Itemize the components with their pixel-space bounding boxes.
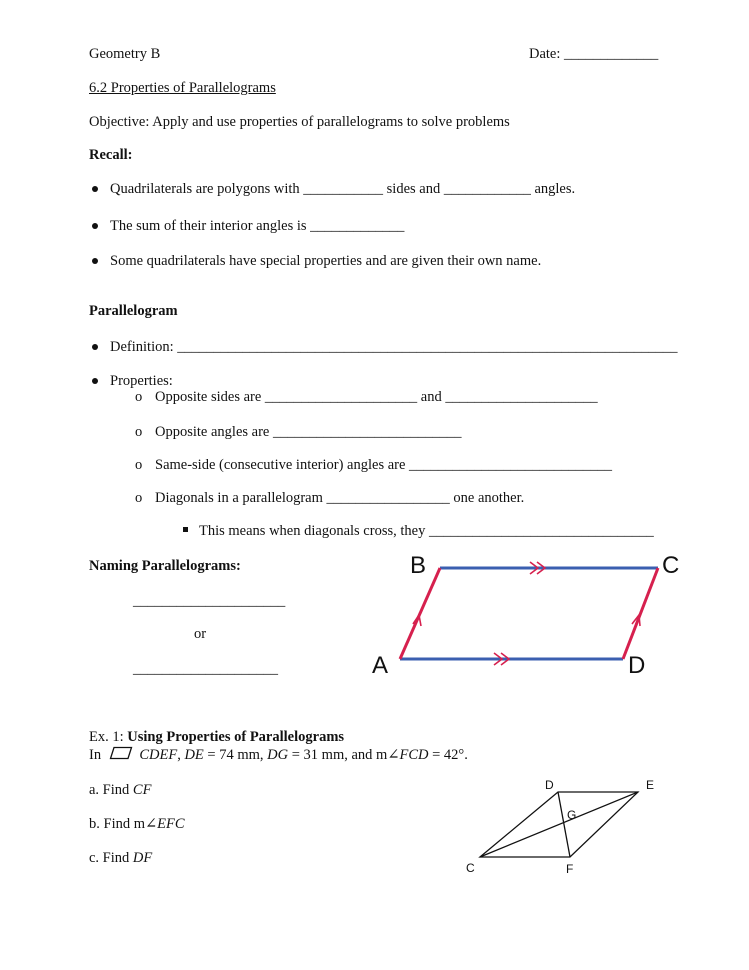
blank: ___________ xyxy=(303,181,384,197)
naming-or: or xyxy=(194,626,207,642)
bullet-icon xyxy=(92,378,98,384)
recall-text: Quadrilaterals are polygons with xyxy=(110,181,304,197)
naming-blank-1: _____________________ xyxy=(133,593,286,609)
circle-bullet-icon: o xyxy=(135,389,143,405)
property-same-side-angles: Same-side (consecutive interior) angles are ____________________________ xyxy=(155,457,613,473)
property-diagonals-detail: This means when diagonals cross, they _______________________________ xyxy=(199,523,654,539)
example-1-title xyxy=(89,728,344,746)
definition-line: Definition: _____________________________________________________________________ xyxy=(110,339,678,355)
property-opposite-sides: Opposite sides are _____________________ and _____________________ xyxy=(155,389,598,405)
vertex-label-c: C xyxy=(466,861,475,875)
blank: _____________ xyxy=(310,218,405,234)
bullet-icon xyxy=(92,186,98,192)
objective: Objective: Apply and use properties of parallelograms to solve problems xyxy=(89,114,510,130)
naming-blank-2: ____________________ xyxy=(133,661,278,677)
question-prefix: b. Find m∠ xyxy=(89,816,158,832)
parallelogram-symbol-icon xyxy=(109,746,133,760)
example-label: Ex. 1: xyxy=(89,729,128,745)
vertex-label-e: E xyxy=(646,778,655,792)
question-var: DF xyxy=(132,850,153,866)
given-sep: , xyxy=(177,747,185,763)
property-diagonals: Diagonals in a parallelogram _________________ one another. xyxy=(155,490,525,506)
recall-item-3 xyxy=(110,252,541,270)
example-1-given xyxy=(89,746,468,764)
recall-item-1 xyxy=(110,180,575,198)
bullet-icon xyxy=(92,258,98,264)
given-de: DE xyxy=(184,747,204,763)
recall-text: Some quadrilaterals have special properties and are given their own name. xyxy=(110,253,542,269)
square-bullet-icon xyxy=(183,527,188,532)
given-fcd: FCD xyxy=(399,747,429,763)
given-name: CDEF xyxy=(139,747,178,763)
naming-heading: Naming Parallelograms: xyxy=(89,558,241,574)
parallelogram-cdef-figure xyxy=(450,775,670,880)
recall-heading: Recall: xyxy=(89,147,133,163)
example-title-bold: Using Properties of Parallelograms xyxy=(127,729,345,745)
side-dc xyxy=(623,568,658,659)
property-opposite-angles: Opposite angles are __________________________ xyxy=(155,424,462,440)
properties-label: Properties: xyxy=(110,373,173,389)
date-field xyxy=(529,45,658,63)
circle-bullet-icon: o xyxy=(135,457,143,473)
side-ab xyxy=(400,568,440,659)
recall-item-2 xyxy=(110,217,404,235)
vertex-label-d: D xyxy=(545,778,554,792)
vertex-label-f: F xyxy=(566,862,574,876)
question-prefix: a. Find xyxy=(89,782,133,798)
recall-text: angles. xyxy=(530,181,576,197)
vertex-label-c: C xyxy=(662,552,680,579)
lesson-title: 6.2 Properties of Parallelograms xyxy=(89,80,276,96)
course-name: Geometry B xyxy=(89,46,161,62)
blank: ____________ xyxy=(443,181,531,197)
vertex-label-a: A xyxy=(372,652,389,679)
date-blank: _____________ xyxy=(564,46,659,62)
given-de-value: = 74 mm, xyxy=(203,747,268,763)
vertex-label-b: B xyxy=(410,552,427,579)
given-prefix: In xyxy=(89,747,102,763)
question-b xyxy=(89,815,185,833)
vertex-label-d: D xyxy=(628,652,646,679)
parallelogram-abcd-figure xyxy=(360,545,690,680)
recall-text: The sum of their interior angles is xyxy=(110,218,311,234)
diagonal-ce xyxy=(480,792,638,857)
point-label-g: G xyxy=(567,808,577,822)
given-fcd-value: = 42°. xyxy=(428,747,468,763)
circle-bullet-icon: o xyxy=(135,424,143,440)
circle-bullet-icon: o xyxy=(135,490,143,506)
question-prefix: c. Find xyxy=(89,850,133,866)
question-c xyxy=(89,849,152,867)
bullet-icon xyxy=(92,223,98,229)
given-dg: DG xyxy=(267,747,289,763)
question-var: CF xyxy=(132,782,152,798)
bullet-icon xyxy=(92,344,98,350)
question-a xyxy=(89,781,151,799)
given-dg-value: = 31 mm, and m∠ xyxy=(288,747,400,763)
parallelogram-heading: Parallelogram xyxy=(89,303,178,319)
recall-text: sides and xyxy=(383,181,444,197)
date-label: Date: xyxy=(529,46,561,62)
question-var: EFC xyxy=(157,816,185,832)
